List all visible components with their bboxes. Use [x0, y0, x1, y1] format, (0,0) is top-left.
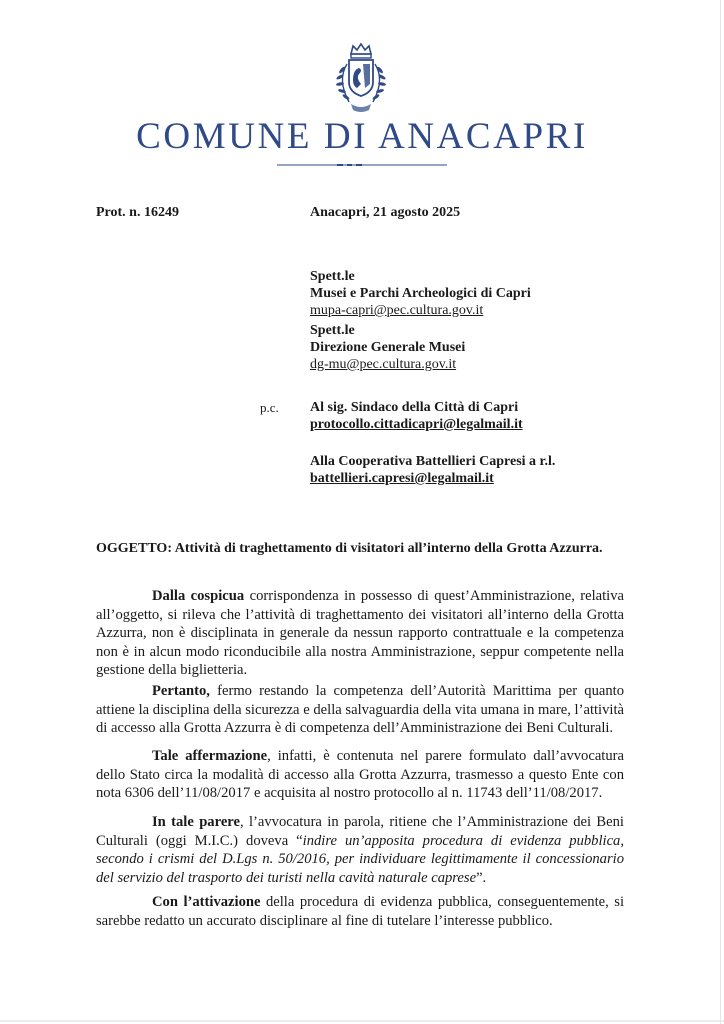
paragraph-text: , l’avvocatura in parola, ritiene che l’Amministrazione dei Beni Culturali (oggi M.I.C.) doveva “ — [96, 814, 624, 849]
paragraph-lead: Tale affermazione — [152, 748, 268, 764]
cc-label: p.c. — [260, 400, 279, 415]
paragraph-lead: Con l’attivazione — [152, 894, 261, 910]
protocol-number: Prot. n. 16249 — [96, 205, 179, 220]
coat-of-arms-icon — [329, 40, 393, 116]
body-paragraph — [96, 587, 624, 680]
recipient-name: Direzione Generale Musei — [310, 340, 466, 355]
body-paragraph — [96, 747, 624, 803]
recipient-salutation: Spett.le — [310, 269, 355, 284]
recipient-email-link[interactable]: dg-mu@pec.cultura.gov.it — [310, 357, 457, 372]
paragraph-text: fermo restando la competenza dell’Autorità Marittima per quanto attiene la disciplina della sicurezza e della salvaguardia della vita umana in mare, l’attività di accesso alla Grotta Azzurra è di competenza dell’Amministrazione dei Beni Culturali. — [96, 683, 624, 736]
paragraph-tail: ”. — [476, 869, 487, 886]
recipient-email-link[interactable]: mupa-capri@pec.cultura.gov.it — [310, 303, 484, 318]
place-date: Anacapri, 21 agosto 2025 — [310, 205, 461, 220]
paragraph-lead: Pertanto, — [152, 683, 210, 699]
cc-recipient-block — [310, 399, 523, 433]
recipient-salutation: Spett.le — [310, 323, 355, 338]
cc-recipient-name: Al sig. Sindaco della Città di Capri — [310, 400, 519, 415]
title-divider — [277, 162, 447, 168]
body-paragraph — [96, 813, 624, 887]
recipient-block — [310, 322, 465, 373]
quoted-opinion: indire un’apposita procedura di evidenza pubblica, secondo i crismi del D.Lgs n. 50/2016, per individuare legittimamente il concessionario del servizio del trasporto dei turisti nella cavità naturale caprese — [96, 832, 625, 886]
page-bottom-edge — [0, 1020, 724, 1022]
cc-recipient-email-link[interactable]: battellieri.capresi@legalmail.it — [310, 471, 494, 486]
letter-subject: OGGETTO: Attività di traghettamento di visitatori all’interno della Grotta Azzurra. — [96, 541, 603, 556]
recipient-block — [310, 268, 531, 319]
cc-recipient-name: Alla Cooperativa Battellieri Capresi a r.l. — [310, 454, 556, 469]
paragraph-text: corrispondenza in possesso di quest’Amministrazione, relativa all’oggetto, si rileva che l’attività di traghettamento dei visitatori all’interno della Grotta Azzurra, non è disciplinata in generale da nessun rapporto contrattuale e la competenza non è in alcun modo riconducibile alla nostra Amministrazione, seppur competente nella gestione della biglietteria. — [96, 588, 625, 678]
paragraph-lead: In tale parere — [152, 814, 240, 830]
municipality-title: COMUNE DI ANACAPRI — [136, 116, 588, 157]
paragraph-lead: Dalla cospicua — [152, 588, 245, 604]
paragraph-text: della procedura di evidenza pubblica, conseguentemente, si sarebbe redatto un accurato disciplinare al fine di tutelare l’interesse pubblico. — [96, 894, 624, 929]
recipient-name: Musei e Parchi Archeologici di Capri — [310, 286, 531, 301]
paragraph-text: , infatti, è contenuta nel parere formulato dall’avvocatura dello Stato circa la modalità di accesso alla Grotta Azzurra, trasmesso a questo Ente con nota 6306 dell’11/08/2017 e acquisita al nostro protocollo al n. 11743 dell’11/08/2017. — [96, 748, 625, 801]
body-paragraph — [96, 893, 624, 930]
cc-recipient-block — [310, 453, 555, 487]
body-paragraph — [96, 682, 624, 738]
cc-recipient-email-link[interactable]: protocollo.cittadicapri@legalmail.it — [310, 417, 523, 432]
